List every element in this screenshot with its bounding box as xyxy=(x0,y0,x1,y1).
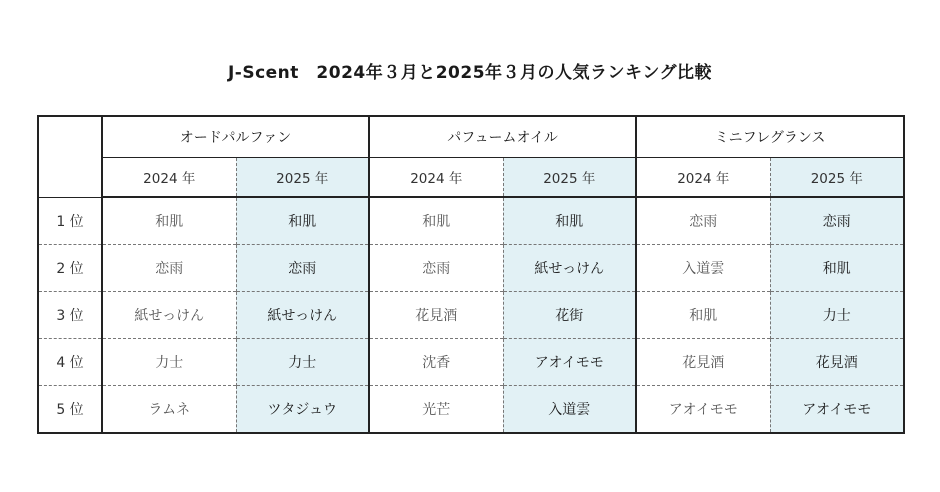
table-cell: 恋雨 xyxy=(369,245,503,292)
table-cell: アオイモモ xyxy=(503,339,636,386)
table-cell: 花見酒 xyxy=(369,292,503,339)
rank-label: 1 位 xyxy=(56,213,84,230)
table-cell: 紙せっけん xyxy=(102,292,236,339)
table-cell: ツタジュウ xyxy=(236,386,369,434)
table-row xyxy=(38,386,904,434)
table-cell: 紙せっけん xyxy=(503,245,636,292)
ranking-comparison-table xyxy=(37,115,905,434)
table-cell: 力士 xyxy=(236,339,369,386)
table-cell: 和肌 xyxy=(503,197,636,245)
table-row xyxy=(38,339,904,386)
table-cell: 入道雲 xyxy=(636,245,770,292)
table-cell: 恋雨 xyxy=(770,197,904,245)
year-header-row xyxy=(38,158,904,198)
table-cell: 和肌 xyxy=(102,197,236,245)
table-cell: 和肌 xyxy=(369,197,503,245)
table-row xyxy=(38,292,904,339)
table-cell: 花街 xyxy=(503,292,636,339)
rank-label: 5 位 xyxy=(38,386,102,434)
table-cell: 恋雨 xyxy=(102,245,236,292)
rank-label: 3 位 xyxy=(38,292,102,339)
table-cell: 光芒 xyxy=(369,386,503,434)
group-header-eau-de-parfum: オードパルファン xyxy=(102,116,369,158)
group-header-mini-fragrance: ミニフレグランス xyxy=(636,116,904,158)
chart-title: J-Scent 2024年３月と2025年３月の人気ランキング比較 xyxy=(227,63,713,83)
year-header: 2024 年 xyxy=(102,158,236,198)
corner-cell xyxy=(38,116,102,197)
table-cell: 和肌 xyxy=(636,292,770,339)
table-cell: 恋雨 xyxy=(636,197,770,245)
table-row xyxy=(38,245,904,292)
table-cell: 力士 xyxy=(102,339,236,386)
table-cell: アオイモモ xyxy=(770,386,904,434)
table-cell: 紙せっけん xyxy=(236,292,369,339)
table-cell: 恋雨 xyxy=(236,245,369,292)
group-header-row xyxy=(38,116,904,158)
rank-label: 4 位 xyxy=(38,339,102,386)
table-cell: 花見酒 xyxy=(636,339,770,386)
table-row xyxy=(38,197,904,245)
table-cell: 和肌 xyxy=(770,245,904,292)
table-cell: 力士 xyxy=(770,292,904,339)
year-header: 2024 年 xyxy=(369,158,503,198)
table-cell: 和肌 xyxy=(236,197,369,245)
table-cell: 花見酒 xyxy=(770,339,904,386)
group-header-perfume-oil: パフュームオイル xyxy=(369,116,636,158)
year-header: 2025 年 xyxy=(503,158,636,198)
year-header: 2025 年 xyxy=(236,158,369,198)
year-header: 2024 年 xyxy=(636,158,770,198)
year-header: 2025 年 xyxy=(770,158,904,198)
table-cell: ラムネ xyxy=(102,386,236,434)
table-cell: 沈香 xyxy=(369,339,503,386)
table-cell: アオイモモ xyxy=(636,386,770,434)
table-cell: 入道雲 xyxy=(503,386,636,434)
rank-label: 2 位 xyxy=(38,245,102,292)
